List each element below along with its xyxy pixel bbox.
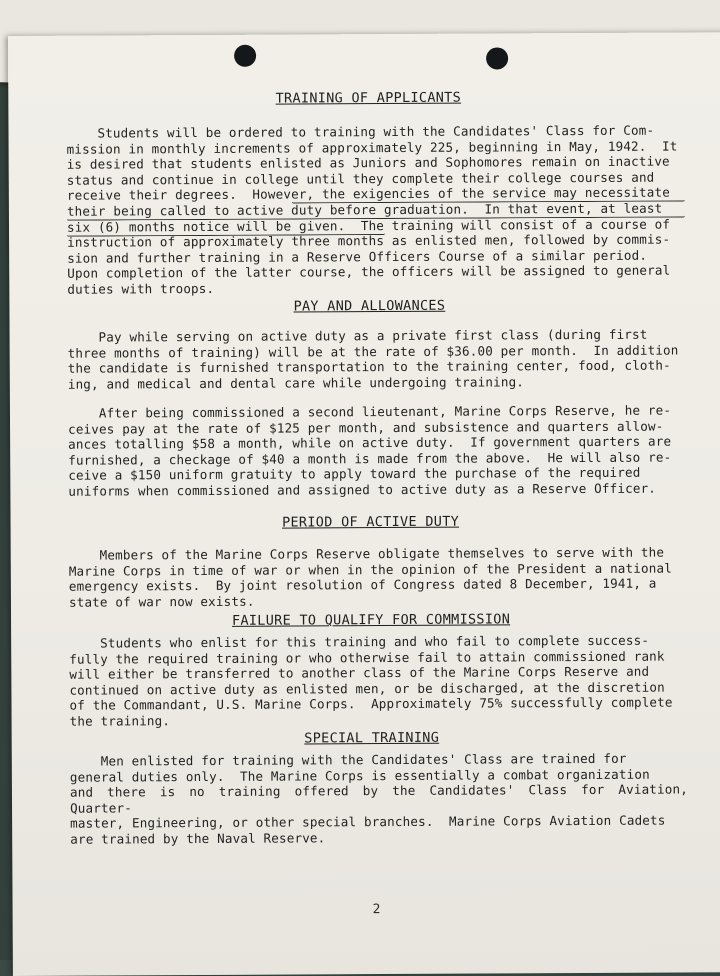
paragraph-special-training: Men enlisted for training with the Candidates' Class are trained for general duties only. The Marine Corps is essentially a combat organization and there is no training offered by the Candidates' Class for Aviation, Quarter- master, Engineering, or other special branches. Marine Corps Aviation Cadets are trained by the Naval Reserve. bbox=[69, 750, 696, 847]
paragraph-training-of-applicants: Students will be ordered to training with the Candidates' Class for Com- mission in monthly increments of approximately 225, beginning in May, 1942. It is desired that students enlisted as Juniors and Sophomores remain on inactive status and continue in college until they complete their college courses and receive their degrees. However, the exigencies of the service may necessitate their being called to active duty before graduation. In that event, at least six (6) months notice will be given. The training will consist of a course of instruction of approximately three months as enlisted men, followed by commis- sion and further training in a Reserve Officers Course of a similar period. Upon completion of the latter course, the officers will be assigned to general duties with troops. bbox=[66, 122, 678, 297]
punch-hole-left bbox=[234, 45, 256, 67]
paragraph-pay-1: Pay while serving on active duty as a private first class (during first three months of training) will be at the rate of $36.00 per month. In addition the candidate is furnished transportation to the training center, food, cloth- ing, and medical and dental care while undergoing training. bbox=[67, 326, 679, 392]
heading-pay-and-allowances: PAY AND ALLOWANCES bbox=[293, 297, 446, 315]
heading-period-of-active-duty: PERIOD OF ACTIVE DUTY bbox=[282, 513, 460, 531]
heading-training-of-applicants: TRAINING OF APPLICANTS bbox=[275, 89, 462, 107]
heading-failure-to-qualify: FAILURE TO QUALIFY FOR COMMISSION bbox=[231, 611, 511, 629]
document-page bbox=[8, 32, 720, 976]
punch-hole-right bbox=[486, 47, 508, 69]
paragraph-pay-2: After being commissioned a second lieutenant, Marine Corps Reserve, he re- ceives pay at the rate of $125 per month, and subsistence and quarters allow- ances totalling $58 a month, while on active duty. If government quarters are furnished, a checkage of $40 a month is made from the above. He will also re- ceive a $150 uniform gratuity to apply toward the purchase of the required uniforms when commissioned and assigned to active duty as a Reserve Officer. bbox=[67, 402, 672, 499]
heading-special-training: SPECIAL TRAINING bbox=[304, 729, 440, 747]
paragraph-period-of-active-duty: Members of the Marine Corps Reserve obligate themselves to serve with the Marine Corps in time of war or when in the opinion of the President a national emergency exists. By joint resolution of Congress dated 8 December, 1941, a state of war now exists. bbox=[68, 544, 672, 610]
page-number: 2 bbox=[372, 902, 381, 918]
paragraph-failure-to-qualify: Students who enlist for this training and who fail to complete success- fully the required training or who otherwise fail to attain commissioned rank will either be transferred to another class of the Marine Corps Reserve and continued on active duty as enlisted men, or be discharged, at the discretion of the Commandant, U.S. Marine Corps. Approximately 75% successfully complete the training. bbox=[69, 632, 673, 729]
